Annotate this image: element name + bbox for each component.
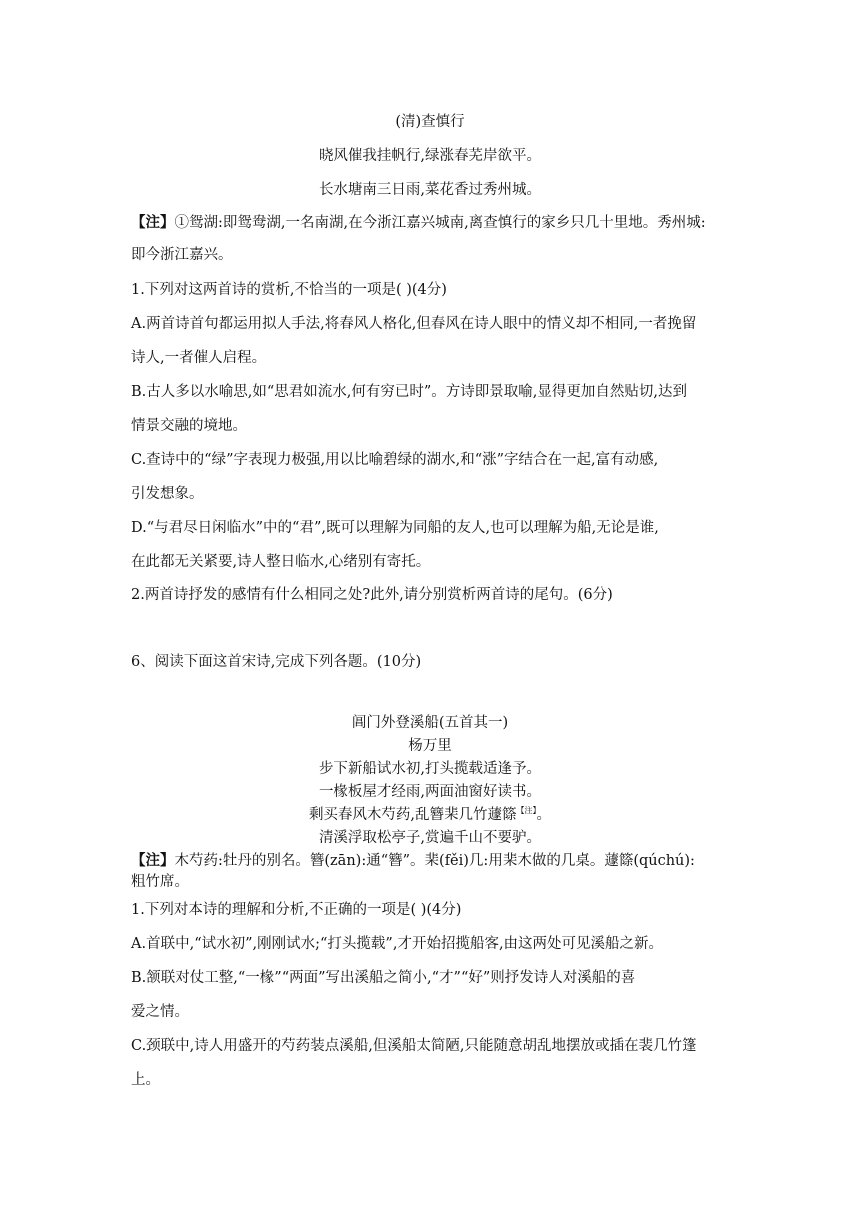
question-1-option-b: B.古人多以水喻思,如“思君如流水,何有穷已时”。方诗即景取喻,显得更加自然贴切,达到 [131, 384, 688, 400]
question-1-stem: 1.下列对这两首诗的赏析,不恰当的一项是( )(4分) [131, 282, 447, 298]
poem1-author: (清)查慎行 [395, 114, 465, 130]
question-3-option-a: A.首联中,“试水初”,刚刚试水;“打头揽载”,才开始招揽船客,由这两处可见溪船之新。 [131, 936, 664, 952]
poem2-line-3 [0, 805, 860, 825]
question-1-option-d: D.“与君尽日闲临水”中的“君”,既可以理解为同船的友人,也可以理解为船,无论是谁, [131, 520, 659, 536]
poem2-line-2: 一椽板屋才经雨,两面油窗好读书。 [318, 784, 542, 800]
question-3-option-c: C.颈联中,诗人用盛开的芍药装点溪船,但溪船太简陋,只能随意胡乱地摆放或插在裴几竹篷 [131, 1038, 697, 1054]
section-6-heading: 6、阅读下面这首宋诗,完成下列各题。(10分) [131, 654, 422, 670]
poem1-note-cont: 即今浙江嘉兴。 [131, 247, 233, 263]
question-1-option-c: C.查诗中的“绿”字表现力极强,用以比喻碧绿的湖水,和“涨”字结合在一起,富有动感, [131, 452, 659, 468]
question-1-option-c-cont: 引发想象。 [131, 486, 204, 502]
question-3-stem: 1.下列对本诗的理解和分析,不正确的一项是( )(4分) [131, 902, 462, 918]
question-1-option-b-cont: 情景交融的境地。 [131, 418, 247, 434]
question-1-option-a: A.两首诗首句都运用拟人手法,将春风人格化,但春风在诗人眼中的情义却不相同,一者挽留 [131, 316, 697, 332]
poem1-line-2: 长水塘南三日雨,菜花香过秀州城。 [318, 182, 542, 198]
poem2-line-3-end: 。 [536, 807, 552, 823]
question-1-option-d-cont: 在此都无关紧要,诗人整日临水,心绪别有寄托。 [131, 554, 431, 570]
question-1-option-a-cont: 诗人,一者催人启程。 [131, 350, 267, 366]
question-3-option-c-cont: 上。 [131, 1072, 160, 1088]
poem2-line-3-text: 剩买春风木芍药,乱簪棐几竹蘧篨 [308, 807, 517, 823]
poem2-line-1: 步下新船试水初,打头揽载适逢予。 [318, 761, 542, 777]
note-text: ①鸳湖:即鸳鸯湖,一名南湖,在今浙江嘉兴城南,离查慎行的家乡只几十里地。秀州城: [174, 215, 706, 231]
footnote-marker: 【注】 [516, 806, 537, 816]
poem1-line-1: 晓风催我挂帆行,绿涨春芜岸欲平。 [318, 148, 542, 164]
poem2-author: 杨万里 [408, 738, 452, 754]
note-label: 【注】 [131, 852, 175, 869]
note-text: 木芍药:牡丹的别名。簪(zān):通“簪”。棐(fěi)几:用棐木做的几桌。蘧篨(qúchú): [174, 853, 695, 869]
poem1-note [131, 213, 706, 233]
poem2-line-4: 清溪浮取松亭子,赏遍千山不要驴。 [318, 830, 542, 846]
poem2-note [131, 851, 695, 871]
poem2-title: 阊门外登溪船(五首其一) [351, 715, 509, 731]
note-label: 【注】 [131, 214, 175, 231]
poem2-note-cont: 粗竹席。 [131, 874, 189, 890]
question-2-stem: 2.两首诗抒发的感情有什么相同之处?此外,请分别赏析两首诗的尾句。(6分) [131, 587, 613, 603]
question-3-option-b: B.颔联对仗工整,“一椽”“两面”写出溪船之简小,“才”“好”则抒发诗人对溪船的喜 [131, 970, 636, 986]
question-3-option-b-cont: 爱之情。 [131, 1004, 189, 1020]
